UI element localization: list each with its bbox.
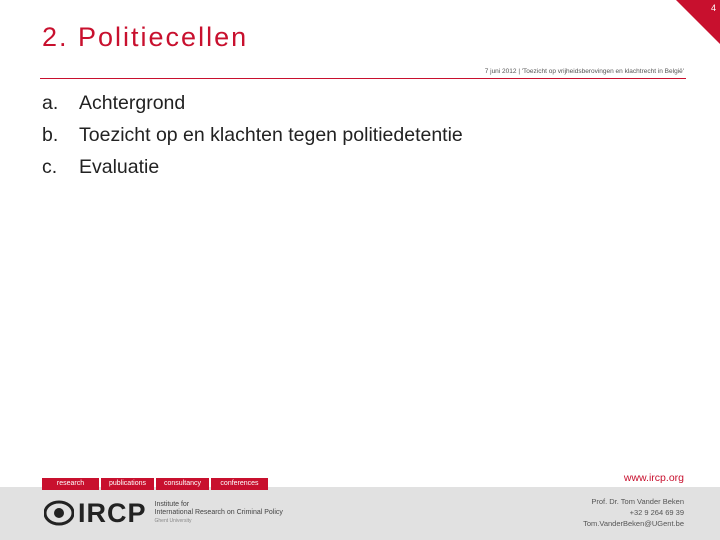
tab-publications[interactable]: publications bbox=[101, 478, 154, 490]
agenda-item-letter: c. bbox=[42, 156, 58, 178]
agenda-item-letter: a. bbox=[42, 92, 59, 114]
logo-caption bbox=[155, 501, 283, 525]
title-divider bbox=[40, 78, 686, 79]
logo-caption-line: Ghent University bbox=[154, 518, 192, 524]
agenda-item-letter: b. bbox=[42, 124, 59, 146]
eye-logo-icon bbox=[44, 500, 74, 526]
contact-phone: +32 9 264 69 39 bbox=[629, 508, 684, 517]
website-link[interactable]: www.ircp.org bbox=[623, 472, 684, 484]
contact-email[interactable]: Tom.VanderBeken@UGent.be bbox=[583, 519, 684, 528]
tab-conferences[interactable]: conferences bbox=[211, 478, 268, 490]
slide-subtitle: 7 juni 2012 | 'Toezicht op vrijheidsberovingen en klachtrecht in België' bbox=[484, 68, 684, 75]
agenda-item bbox=[42, 87, 463, 119]
agenda-item-text: Toezicht op en klachten tegen politiedetentie bbox=[79, 124, 463, 146]
logo-caption-line: Institute for bbox=[154, 501, 190, 508]
footer-tabs bbox=[42, 478, 270, 490]
slide-title: 2. Politiecellen bbox=[42, 22, 249, 52]
page-number: 4 bbox=[710, 3, 716, 13]
agenda-list bbox=[42, 87, 463, 183]
agenda-item bbox=[42, 119, 463, 151]
agenda-item-text: Achtergrond bbox=[79, 92, 186, 114]
agenda-item-text: Evaluatie bbox=[79, 156, 160, 178]
tab-consultancy[interactable]: consultancy bbox=[156, 478, 209, 490]
logo-caption-line: International Research on Criminal Policy bbox=[154, 509, 283, 516]
tab-research[interactable]: research bbox=[42, 478, 99, 490]
contact-info bbox=[583, 496, 684, 529]
logo-wordmark: IRCP bbox=[78, 498, 147, 528]
agenda-item bbox=[42, 151, 463, 183]
contact-name: Prof. Dr. Tom Vander Beken bbox=[591, 497, 684, 506]
ircp-logo bbox=[44, 500, 283, 526]
